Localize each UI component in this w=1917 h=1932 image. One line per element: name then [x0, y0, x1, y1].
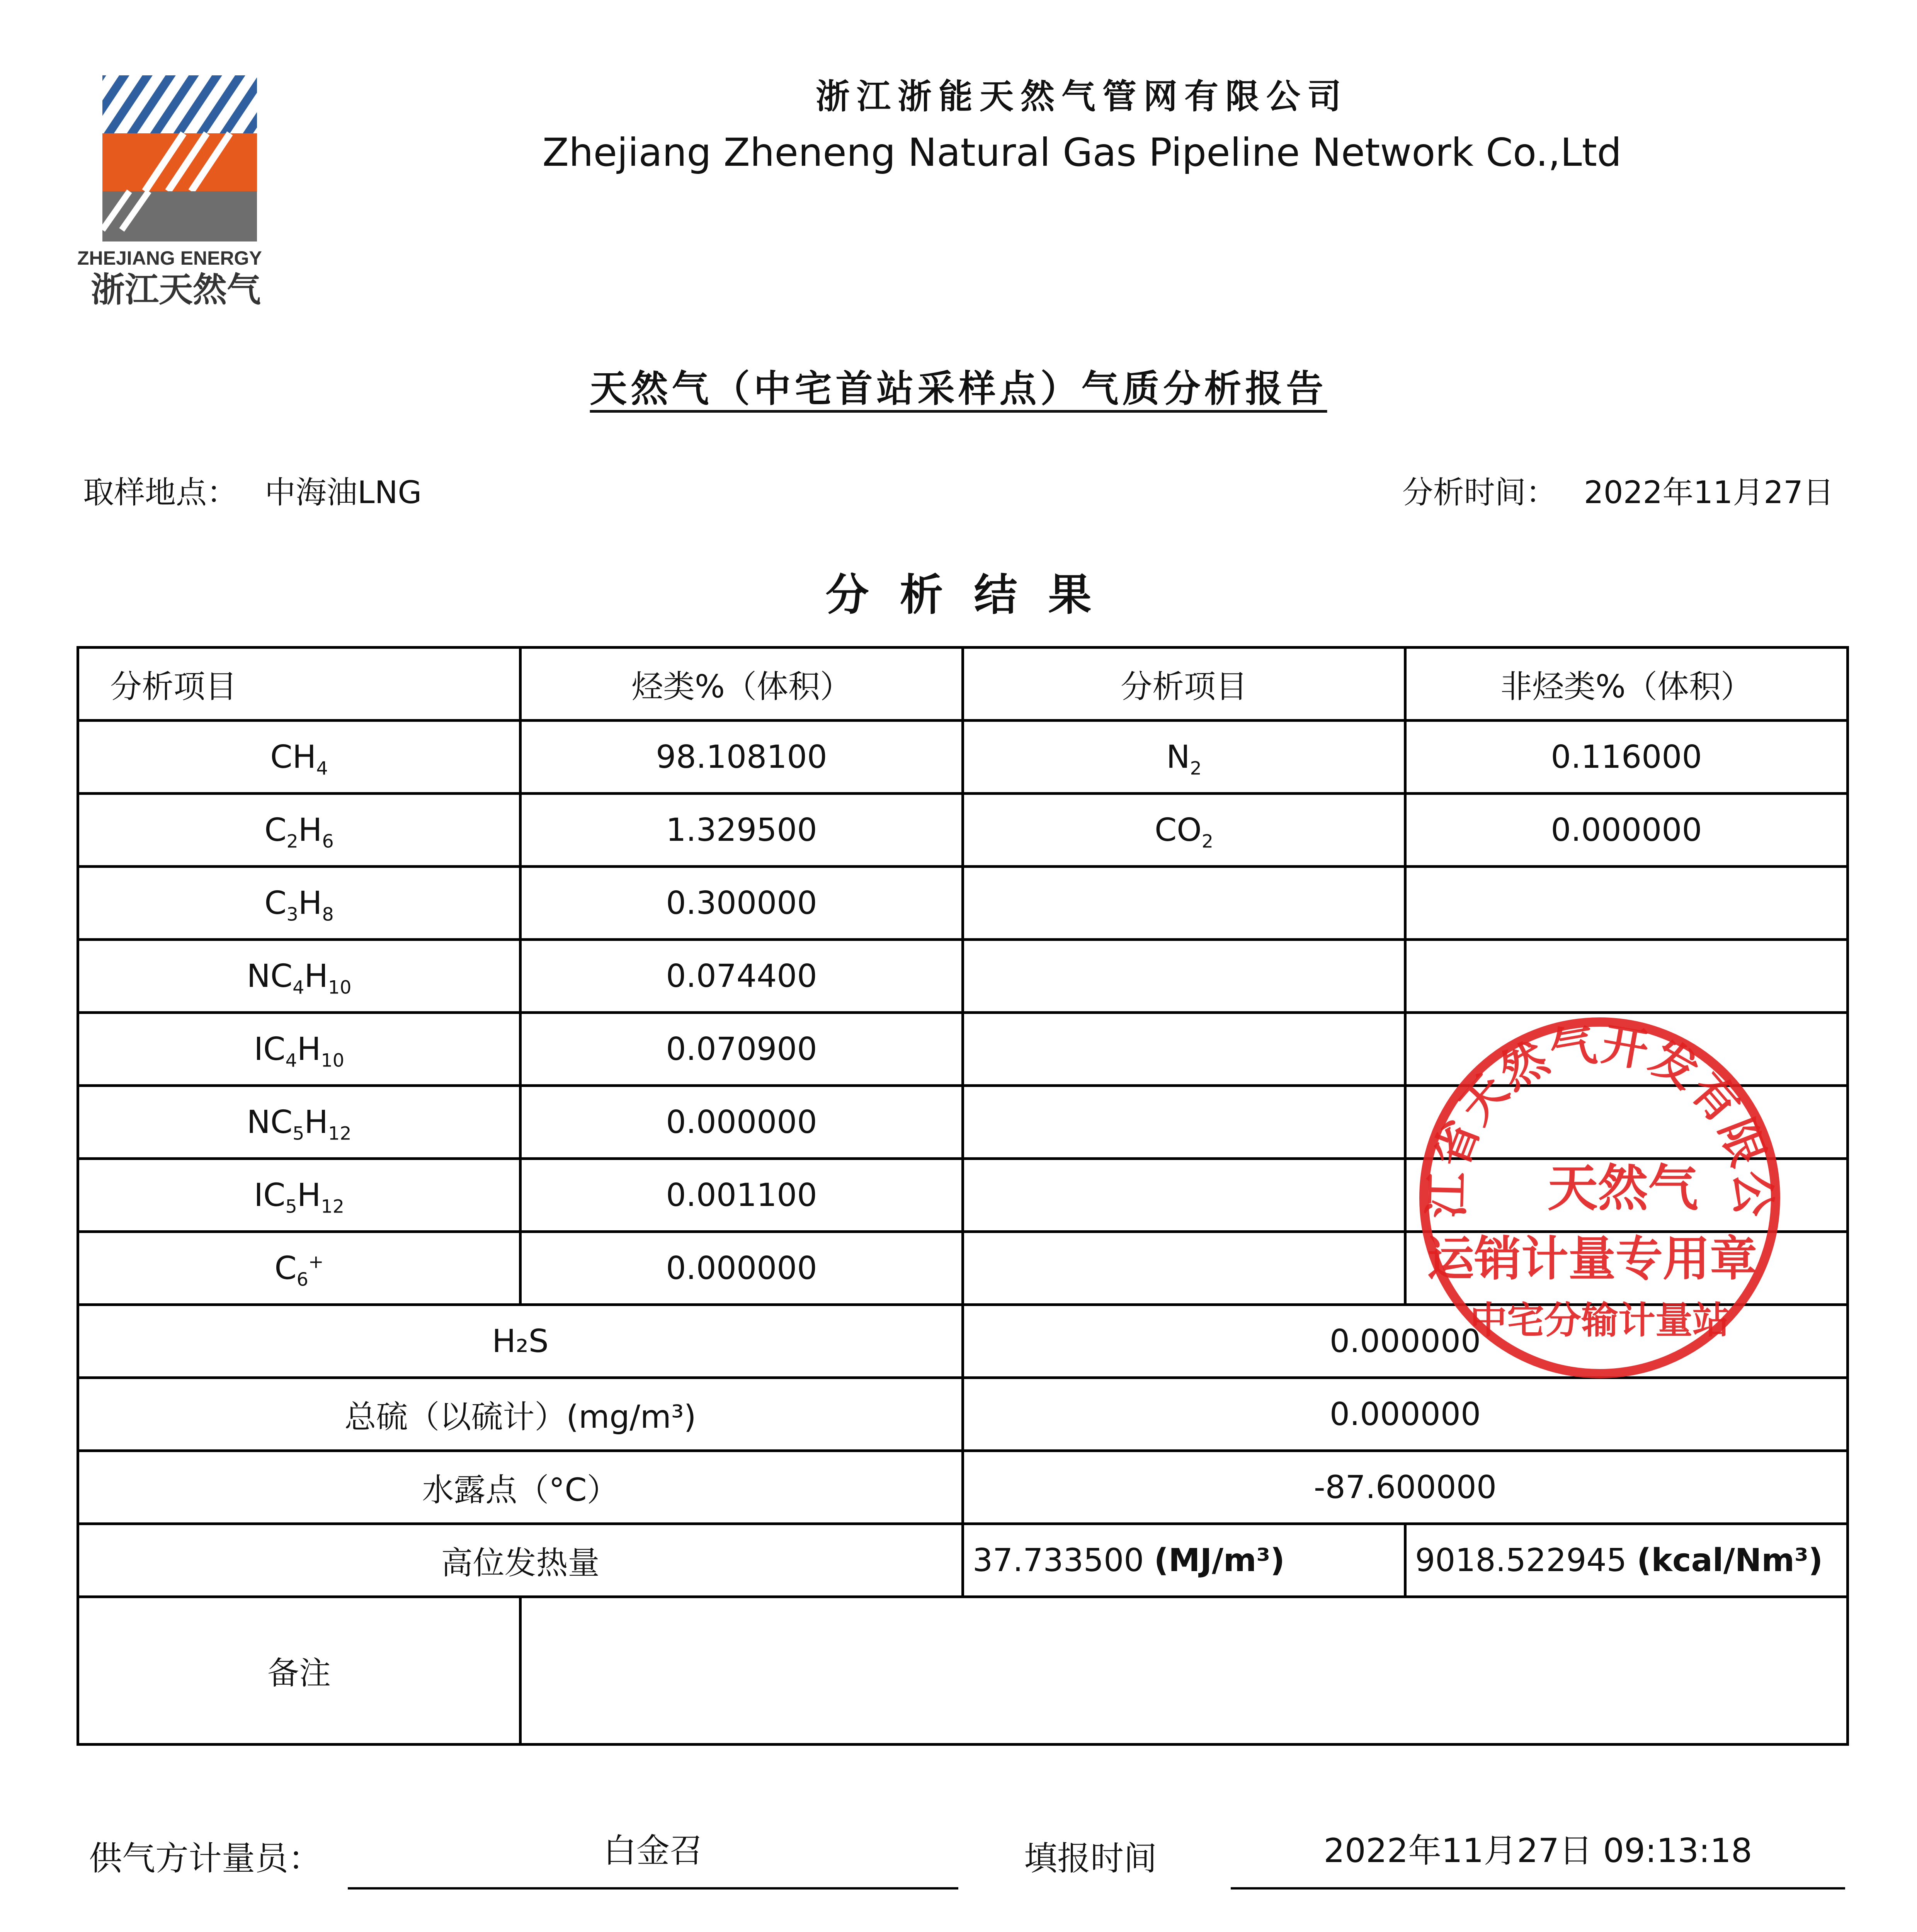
table-row	[78, 1013, 1848, 1086]
table-row	[78, 1524, 1848, 1597]
component-ic4h10: $IC_4H_{10}$	[78, 1013, 520, 1086]
table-row	[78, 1305, 1848, 1378]
report-title	[0, 359, 1917, 412]
logo-text-cn: 浙江天然气	[91, 270, 261, 310]
sampling-location-value: 中海油LNG	[265, 474, 422, 510]
supplier-meter-name: 白金召	[348, 1824, 958, 1889]
analysis-time-label: 分析时间：	[1402, 474, 1557, 510]
component-nc4h10: $NC_4H_{10}$	[78, 940, 520, 1013]
value-c6plus: 0.000000	[520, 1232, 963, 1305]
heating-value-kcal-unit: (kcal/Nm³)	[1636, 1542, 1823, 1579]
table-row	[78, 940, 1848, 1013]
logo-text-en: ZHEJIANG ENERGY	[77, 247, 262, 269]
empty-cell	[1405, 867, 1848, 940]
seal-line-1: 天然气	[1547, 1158, 1699, 1218]
table-row-remarks	[78, 1597, 1848, 1745]
remarks-value	[520, 1597, 1848, 1745]
analysis-time	[1402, 468, 1834, 512]
h2s-value: 0.000000	[963, 1305, 1848, 1378]
value-ch4: 98.108100	[520, 721, 963, 794]
value-c3h8: 0.300000	[520, 867, 963, 940]
empty-cell	[1405, 1086, 1848, 1159]
table-row	[78, 1451, 1848, 1524]
water-dew-point-label: 水露点（°C）	[78, 1451, 963, 1524]
table-row	[78, 794, 1848, 867]
company-header	[502, 73, 1662, 182]
header-item-1: 分析项目	[78, 648, 520, 721]
value-nc5h12: 0.000000	[520, 1086, 963, 1159]
header-hydrocarbons: 烃类%（体积）	[520, 648, 963, 721]
component-nc5h12: $NC_5H_{12}$	[78, 1086, 520, 1159]
results-title: 分析结果	[825, 570, 1123, 620]
value-ic5h12: 0.001100	[520, 1159, 963, 1232]
supplier-meter-label: 供气方计量员：	[89, 1839, 321, 1878]
component-c3h8: $C_3H_8$	[78, 867, 520, 940]
heating-value-mj-unit: (MJ/m³)	[1154, 1542, 1285, 1579]
heating-value-mj	[963, 1524, 1405, 1597]
seal-outer-text: 江省天然气开发有限公	[1419, 1017, 1781, 1219]
table-row	[78, 1086, 1848, 1159]
sampling-location	[83, 468, 422, 512]
empty-cell	[963, 1159, 1405, 1232]
empty-cell	[963, 1232, 1405, 1305]
empty-cell	[963, 1086, 1405, 1159]
table-row	[78, 1378, 1848, 1451]
fill-time-label: 填报时间	[1024, 1839, 1157, 1878]
empty-cell	[1405, 1159, 1848, 1232]
value-co2: 0.000000	[1405, 794, 1848, 867]
value-ic4h10: 0.070900	[520, 1013, 963, 1086]
table-row	[78, 721, 1848, 794]
header-non-hydrocarbons: 非烃类%（体积）	[1405, 648, 1848, 721]
component-n2: $N_2$	[963, 721, 1405, 794]
empty-cell	[963, 1013, 1405, 1086]
report-footer	[89, 1816, 1847, 1901]
value-c2h6: 1.329500	[520, 794, 963, 867]
table-row	[78, 1159, 1848, 1232]
component-c2h6: $C_2H_6$	[78, 794, 520, 867]
remarks-label: 备注	[78, 1597, 520, 1745]
header-item-2: 分析项目	[963, 648, 1405, 721]
logo-graphic	[75, 75, 288, 315]
component-co2: $CO_2$	[963, 794, 1405, 867]
value-n2: 0.116000	[1405, 721, 1848, 794]
fill-time-value: 2022年11月27日 09:13:18	[1231, 1824, 1845, 1889]
empty-cell	[1405, 940, 1848, 1013]
empty-cell	[963, 867, 1405, 940]
heating-value-mj-number: 37.733500	[973, 1542, 1144, 1579]
company-logo	[75, 75, 288, 315]
analysis-table	[77, 646, 1849, 1746]
analysis-time-value: 2022年11月27日	[1584, 474, 1834, 510]
water-dew-point-value: -87.600000	[963, 1451, 1848, 1524]
empty-cell	[1405, 1232, 1848, 1305]
total-sulfur-label: 总硫（以硫计）(mg/m³)	[78, 1378, 963, 1451]
total-sulfur-value: 0.000000	[963, 1378, 1848, 1451]
report-title-text: 天然气（中宅首站采样点）气质分析报告	[590, 367, 1327, 410]
heating-value-kcal-number: 9018.522945	[1415, 1542, 1627, 1579]
component-c6plus: $C_6^+$	[78, 1232, 520, 1305]
heating-value-label: 高位发热量	[78, 1524, 963, 1597]
company-name-cn: 浙江浙能天然气管网有限公司	[815, 77, 1348, 116]
company-name-en: Zhejiang Zheneng Natural Gas Pipeline Network Co.,Ltd	[542, 130, 1622, 175]
empty-cell	[1405, 1013, 1848, 1086]
heating-value-kcal	[1405, 1524, 1848, 1597]
table-header-row	[78, 648, 1848, 721]
seal-line-3: 中宅分输计量站	[1470, 1298, 1730, 1342]
table-row	[78, 867, 1848, 940]
sampling-location-label: 取样地点：	[83, 474, 238, 510]
seal-line-2: 运销计量专用章	[1427, 1231, 1757, 1286]
value-nc4h10: 0.074400	[520, 940, 963, 1013]
component-ic5h12: $IC_5H_{12}$	[78, 1159, 520, 1232]
table-row	[78, 1232, 1848, 1305]
empty-cell	[963, 940, 1405, 1013]
component-ch4: $CH_4$	[78, 721, 520, 794]
h2s-label: H₂S	[78, 1305, 963, 1378]
